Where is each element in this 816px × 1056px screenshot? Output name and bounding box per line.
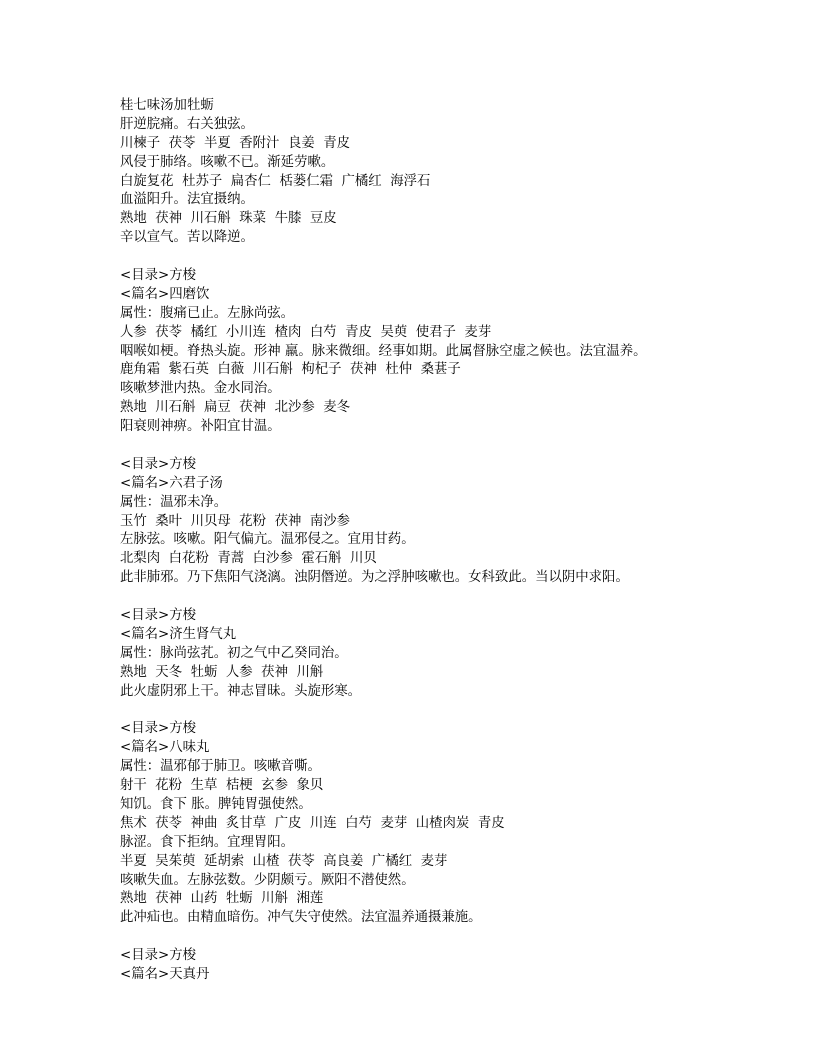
text-line: 属性：腹痛已止。左脉尚弦。 [120, 305, 295, 321]
text-line: 鹿角霜 紫石英 白薇 川石斛 枸杞子 茯神 杜仲 桑葚子 [120, 362, 461, 378]
text-line: 左脉弦。咳嗽。阳气偏亢。温邪侵之。宜用甘药。 [120, 532, 415, 548]
text-line: 属性：脉尚弦芤。初之气中乙癸同治。 [120, 645, 348, 661]
blank-line [120, 588, 800, 607]
text-line: 咳嗽梦泄内热。金水同治。 [120, 381, 281, 397]
text-line: 脉涩。食下拒纳。宜理胃阳。 [120, 834, 295, 850]
text-line: 半夏 吴茱萸 延胡索 山楂 茯苓 高良姜 广橘红 麦芽 [120, 853, 448, 869]
text-line: 咽喉如梗。脊热头旋。形神 羸。脉来微细。经事如期。此属督脉空虚之候也。法宜温养。 [120, 343, 647, 359]
title-line: <篇名>四磨饮 [120, 286, 210, 302]
intro-block [120, 97, 800, 248]
text-line: 焦术 茯苓 神曲 炙甘草 广皮 川连 白芍 麦芽 山楂肉炭 青皮 [120, 815, 505, 831]
title-line: <篇名>天真丹 [120, 966, 210, 982]
entry-section [120, 267, 800, 437]
entry-section [120, 456, 800, 588]
blank-line [120, 928, 800, 947]
text-line: 熟地 茯神 山药 牡蛎 川斛 湘莲 [120, 891, 324, 907]
text-line: 玉竹 桑叶 川贝母 花粉 茯神 南沙参 [120, 513, 351, 529]
title-line: <篇名>济生肾气丸 [120, 626, 237, 642]
entry-section [120, 607, 800, 701]
blank-line [120, 702, 800, 721]
blank-line [120, 248, 800, 267]
text-line: 熟地 川石斛 扁豆 茯神 北沙参 麦冬 [120, 400, 351, 416]
text-line: 川楝子 茯苓 半夏 香附汁 良姜 青皮 [120, 135, 351, 151]
document-page [120, 97, 800, 985]
text-line: 阳衰则神痹。补阳宜甘温。 [120, 419, 281, 435]
title-line: <篇名>六君子汤 [120, 475, 223, 491]
catalog-line: <目录>方梭 [120, 948, 197, 964]
text-line: 属性：温邪未净。 [120, 494, 228, 510]
title-line: <篇名>八味丸 [120, 740, 210, 756]
entry-section [120, 947, 800, 985]
catalog-line: <目录>方梭 [120, 456, 197, 472]
blank-line [120, 437, 800, 456]
text-line: 属性：温邪郁于肺卫。咳嗽音嘶。 [120, 759, 321, 775]
text-line: 血溢阳升。法宜摄纳。 [120, 192, 254, 208]
text-line: 此冲疝也。由精血暗伤。冲气失守使然。法宜温养通摄兼施。 [120, 910, 482, 926]
text-line: 射干 花粉 生草 桔梗 玄参 象贝 [120, 778, 324, 794]
catalog-line: <目录>方梭 [120, 721, 197, 737]
entry-section [120, 720, 800, 928]
text-line: 辛以宣气。苦以降逆。 [120, 230, 254, 246]
text-line: 风侵于肺络。咳嗽不已。渐延劳嗽。 [120, 154, 335, 170]
text-line: 人参 茯苓 橘红 小川连 楂肉 白芍 青皮 吴萸 使君子 麦芽 [120, 324, 492, 340]
text-line: 此非肺邪。乃下焦阳气浇漓。浊阴僭逆。为之浮肿咳嗽也。女科致此。当以阴中求阳。 [120, 570, 629, 586]
text-line: 肝逆脘痛。右关独弦。 [120, 116, 254, 132]
text-line: 此火虚阴邪上干。神志冒昧。头旋形寒。 [120, 683, 362, 699]
catalog-line: <目录>方梭 [120, 608, 197, 624]
catalog-line: <目录>方梭 [120, 268, 197, 284]
text-line: 白旋复花 杜苏子 扁杏仁 栝蒌仁霜 广橘红 海浮石 [120, 173, 431, 189]
text-line: 知饥。食下 胀。脾钝胃强使然。 [120, 796, 312, 812]
text-line: 北梨肉 白花粉 青蒿 白沙参 霍石斛 川贝 [120, 551, 377, 567]
text-line: 熟地 茯神 川石斛 珠菜 牛膝 豆皮 [120, 211, 337, 227]
text-line: 熟地 天冬 牡蛎 人参 茯神 川斛 [120, 664, 324, 680]
text-line: 桂七味汤加牡蛎 [120, 98, 214, 113]
text-line: 咳嗽失血。左脉弦数。少阴颇亏。厥阳不潜使然。 [120, 872, 415, 888]
